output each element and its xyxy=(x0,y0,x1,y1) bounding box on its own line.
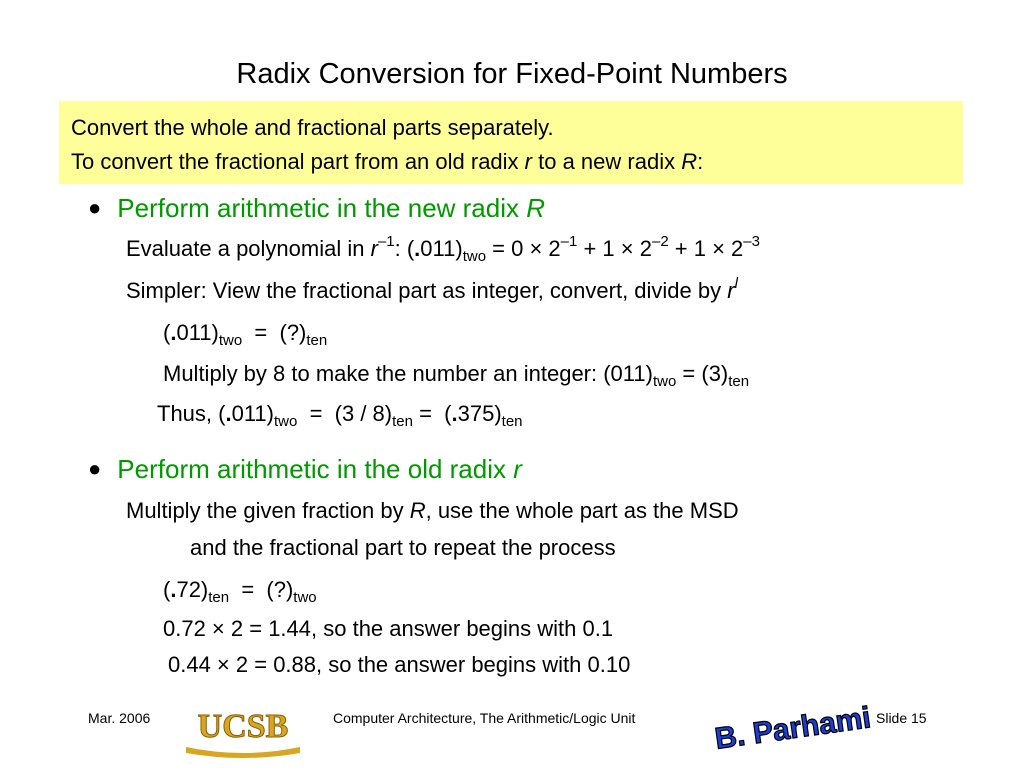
slide-title: Radix Conversion for Fixed-Point Numbers xyxy=(236,58,788,90)
slide-number: Slide 15 xyxy=(876,710,927,726)
bullet-2: ● Perform arithmetic in the old radix r xyxy=(88,454,522,484)
highlight-line-1: Convert the whole and fractional parts separately. xyxy=(71,115,554,140)
step-2-line: 0.44 × 2 = 0.88, so the answer begins with 0.10 xyxy=(168,652,631,677)
example-011-line: $(.011)_{two}$ = $(?)_{ten}$ xyxy=(163,320,328,349)
bullet-1: ● Perform arithmetic in the new radix R xyxy=(88,193,546,223)
highlight-line-2: To convert the fractional part from an old radix r to a new radix R: xyxy=(71,149,704,174)
simpler-line: Simpler: View the fractional part as integer, convert, divide by $r^l$ xyxy=(126,275,738,303)
highlight-box xyxy=(59,101,963,184)
evaluate-polynomial-line: Evaluate a polynomial in $r^{-1}$: $(.011)_{two} = 0 \times 2^{-1} + 1 \times 2^{-2} + 1 \times 2^{-3}$ xyxy=(126,233,760,265)
footer-course-title: Computer Architecture, The Arithmetic/Logic Unit xyxy=(333,710,636,726)
footer-date: Mar. 2006 xyxy=(88,710,151,726)
signature-text: B. Parhami xyxy=(712,701,873,756)
multiply-by-8-line: Multiply by 8 to make the number an integer: $(011)_{two} = (3)_{ten}$ xyxy=(163,361,750,390)
ucsb-logo-text: UCSB xyxy=(197,708,289,745)
example-72-line: $(.72)_{ten}$ = $(?)_{two}$ xyxy=(163,577,317,606)
repeat-process-line: and the fractional part to repeat the process xyxy=(190,535,616,560)
bullet-dot-icon: ● xyxy=(88,456,102,481)
thus-line: Thus, $(.011)_{two} = (3 / 8)_{ten} = (.375)_{ten}$ xyxy=(157,401,523,430)
step-1-line: 0.72 × 2 = 1.44, so the answer begins with 0.1 xyxy=(163,616,614,641)
ucsb-logo xyxy=(180,697,306,757)
bullet-dot-icon: ● xyxy=(88,195,102,220)
author-signature xyxy=(712,690,873,756)
multiply-fraction-line: Multiply the given fraction by R, use the whole part as the MSD xyxy=(126,498,739,523)
